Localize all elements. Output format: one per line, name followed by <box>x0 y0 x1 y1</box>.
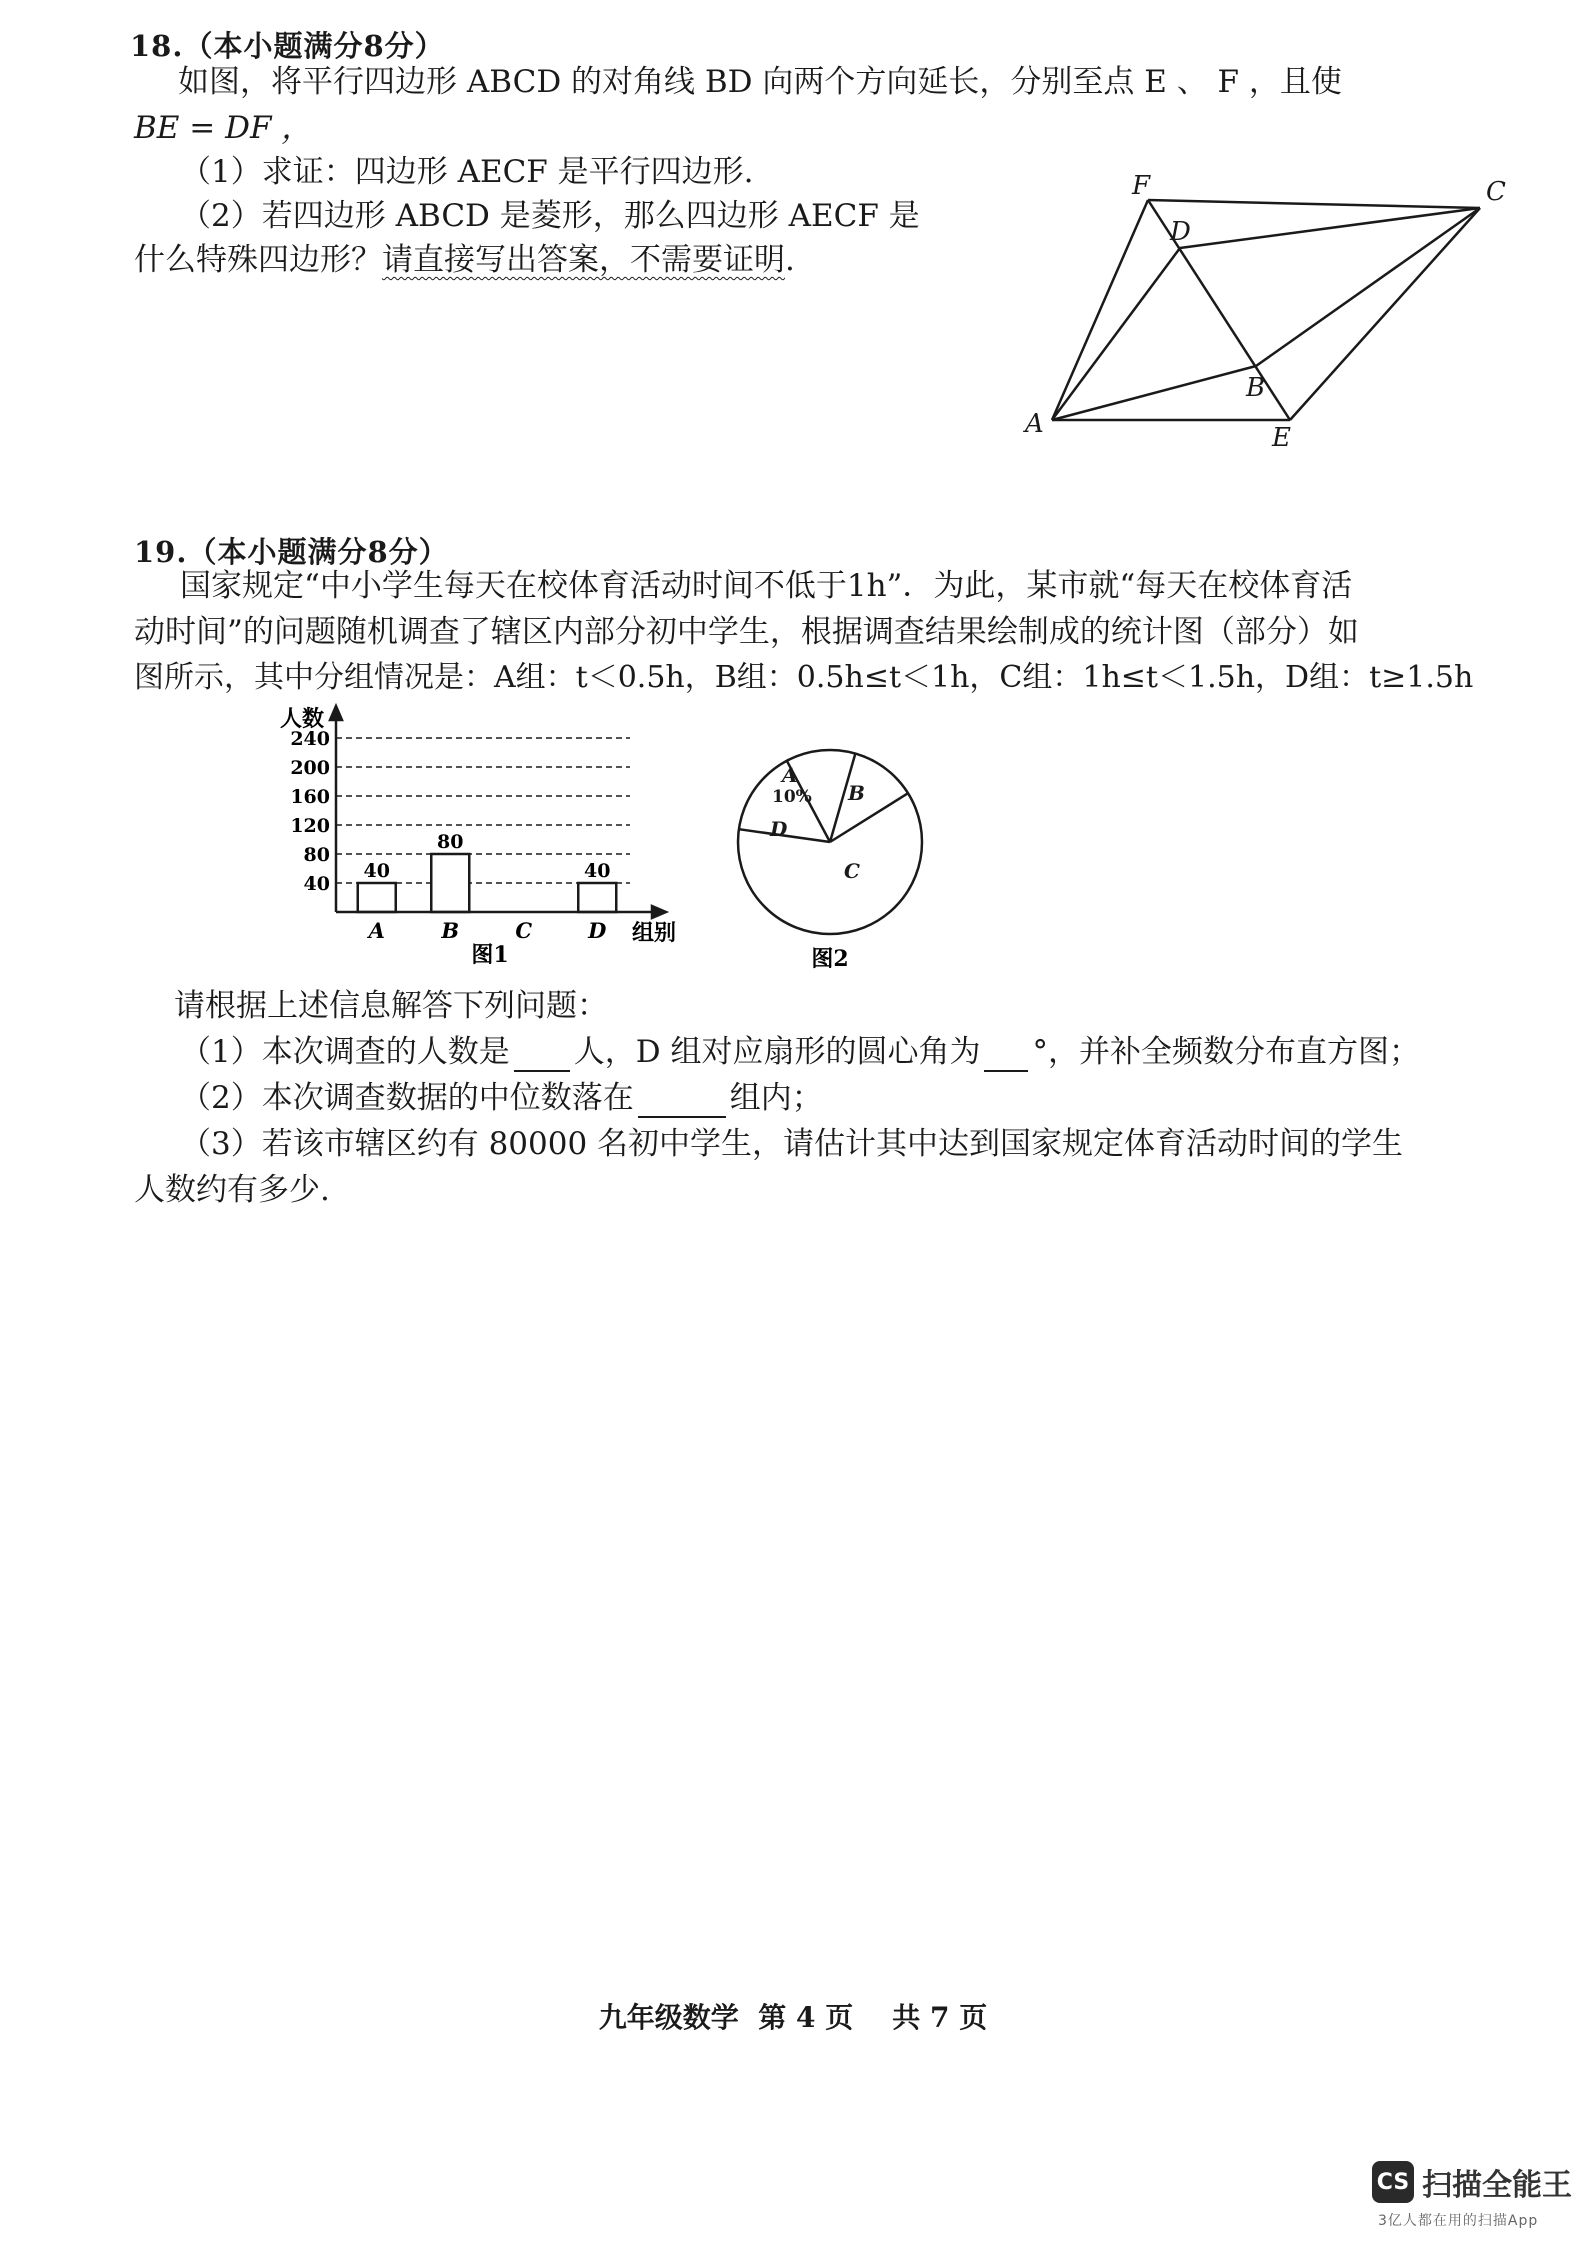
page-footer: 九年级数学 第 4 页 共 7 页 <box>598 2001 988 2034</box>
bar-data-label: 40 <box>363 860 390 882</box>
q19-sub1-a: （1）本次调查的人数是 <box>180 1034 510 1070</box>
q19-heading: 19.（本小题满分8分） <box>134 535 449 569</box>
label-C: C <box>1486 177 1506 207</box>
segment-EC <box>1290 208 1480 420</box>
scanner-tagline: 3亿人都在用的扫描App <box>1378 2213 1539 2229</box>
q18-heading: 18.（本小题满分8分） <box>130 29 445 63</box>
q19-prompt: 请根据上述信息解答下列问题： <box>174 988 608 1024</box>
y-tick-label: 200 <box>290 757 330 779</box>
y-tick-label: 160 <box>290 786 330 808</box>
x-tick-label: C <box>515 918 533 943</box>
q19-stem-line3: 图所示，其中分组情况是：A组：t＜0.5h，B组：0.5h≤t＜1h，C组：1h≤t＜1.5h，D组：t≥1.5h <box>134 660 1474 695</box>
bar-D <box>578 883 616 912</box>
segment-BC <box>1256 208 1480 366</box>
q19-sub2-b: 组内； <box>729 1080 823 1116</box>
answer-blank-angle[interactable] <box>984 1040 1028 1072</box>
y-tick-label: 240 <box>290 728 330 750</box>
q19-bar-chart <box>270 700 700 980</box>
bar-data-label: 40 <box>584 860 611 882</box>
q19-stem-line1: 国家规定“中小学生每天在校体育活动时间不低于1h”．为此，某市就“每天在校体育活 <box>180 568 1353 604</box>
x-tick-label: A <box>368 918 385 943</box>
y-tick-label: 80 <box>303 844 330 866</box>
scanner-watermark <box>1372 2160 1572 2204</box>
chart1-title: 图1 <box>471 942 509 968</box>
segment-DC <box>1180 208 1480 248</box>
x-tick-label: B <box>441 918 460 943</box>
y-tick-label: 120 <box>290 815 330 837</box>
answer-blank-median[interactable] <box>638 1086 726 1118</box>
segment-AB <box>1052 366 1256 420</box>
q19-sub3-line2: 人数约有多少. <box>134 1172 330 1208</box>
label-D: D <box>1170 217 1191 247</box>
q19-sub1-c: °，并补全频数分布直方图； <box>1032 1034 1420 1070</box>
q19-sub1 <box>180 1032 1420 1072</box>
scanner-app-name: 扫描全能王 <box>1422 2168 1572 2203</box>
label-F: F <box>1132 171 1151 201</box>
q18-part1: （1）求证：四边形 AECF 是平行四边形. <box>180 154 754 190</box>
bar-A <box>358 883 396 912</box>
x-tick-label: D <box>588 918 607 943</box>
y-tick-label: 40 <box>303 873 330 895</box>
chart2-title: 图2 <box>811 946 849 972</box>
pie-label-A: A <box>782 763 798 787</box>
q18-part2-continued <box>134 240 795 280</box>
q19-pie-chart <box>730 738 930 978</box>
cs-logo-icon: CS <box>1372 2161 1414 2203</box>
q19-sub2-a: （2）本次调查数据的中位数落在 <box>180 1080 634 1116</box>
label-E: E <box>1272 423 1291 450</box>
bar-B <box>431 854 469 912</box>
q18-figure <box>1020 170 1520 450</box>
x-axis-label: 组别 <box>632 920 677 946</box>
q18-part2: （2）若四边形 ABCD 是菱形，那么四边形 AECF 是 <box>180 198 920 234</box>
label-A: A <box>1025 409 1044 439</box>
q19-sub2 <box>180 1078 823 1118</box>
q19-stem-line2: 动时间”的问题随机调查了辖区内部分初中学生，根据调查结果绘制成的统计图（部分）如 <box>134 614 1359 650</box>
x-axis-arrow <box>652 906 666 918</box>
q18-part2-cont-a: 什么特殊四边形？ <box>134 242 382 278</box>
y-axis-arrow <box>330 706 342 720</box>
label-B: B <box>1246 373 1266 403</box>
q19-sub3-line1: （3）若该市辖区约有 80000 名初中学生，请估计其中达到国家规定体育活动时间的学生 <box>180 1126 1404 1162</box>
pie-percent-label: 10% <box>772 787 812 807</box>
answer-blank-total[interactable] <box>514 1040 570 1072</box>
q18-part2-cont-c: . <box>785 242 795 278</box>
pie-label-D: D <box>770 817 788 841</box>
q18-stem-line2: BE = DF ， <box>134 110 313 146</box>
q19-sub1-b: 人，D 组对应扇形的圆心角为 <box>573 1034 981 1070</box>
pie-label-C: C <box>844 859 860 883</box>
y-axis-label: 人数 <box>280 706 325 732</box>
q18-part2-cont-b: 请直接写出答案，不需要证明 <box>382 242 785 278</box>
bar-data-label: 80 <box>437 831 464 853</box>
segment-CF <box>1148 200 1480 208</box>
q18-stem-line1: 如图，将平行四边形 ABCD 的对角线 BD 向两个方向延长，分别至点 E 、 F ，且使 <box>178 64 1342 100</box>
pie-label-B: B <box>848 781 865 805</box>
